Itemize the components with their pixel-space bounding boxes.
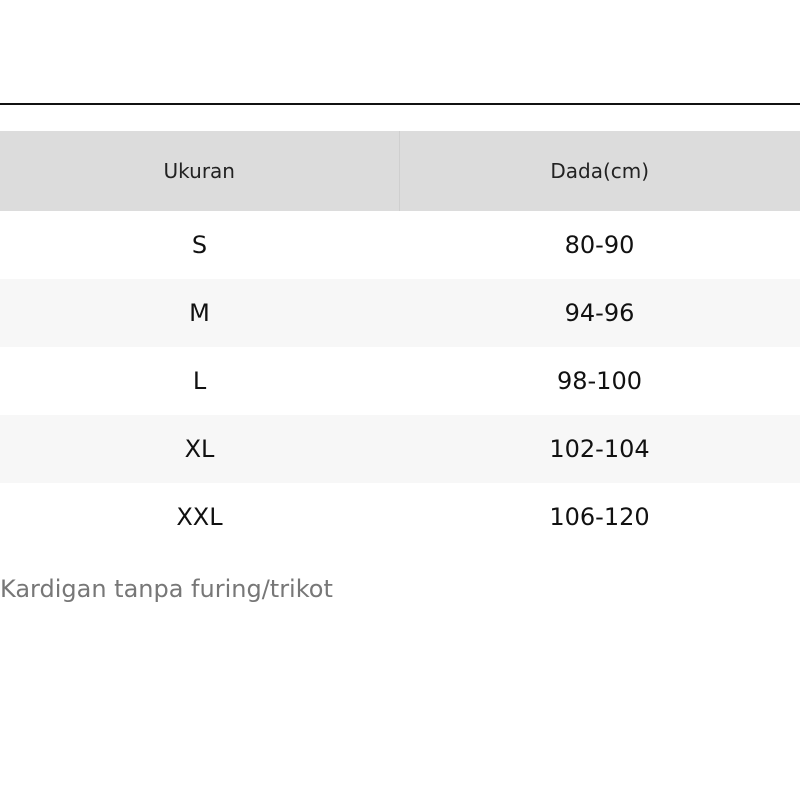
- chest-cell: 102-104: [399, 415, 800, 483]
- size-chart-table: [0, 131, 800, 551]
- chest-cell: 98-100: [399, 347, 800, 415]
- header-chest: Dada(cm): [399, 131, 800, 211]
- chest-cell: 106-120: [399, 483, 800, 551]
- size-cell: L: [0, 347, 399, 415]
- header-size: Ukuran: [0, 131, 399, 211]
- fabric-note: Kardigan tanpa furing/trikot: [0, 575, 333, 603]
- table-row: [0, 211, 800, 279]
- size-cell: M: [0, 279, 399, 347]
- top-divider: [0, 103, 800, 105]
- table-row: [0, 415, 800, 483]
- chest-cell: 94-96: [399, 279, 800, 347]
- table-row: [0, 483, 800, 551]
- size-cell: S: [0, 211, 399, 279]
- chest-cell: 80-90: [399, 211, 800, 279]
- size-cell: XL: [0, 415, 399, 483]
- table-header-row: [0, 131, 800, 211]
- size-cell: XXL: [0, 483, 399, 551]
- table-row: [0, 347, 800, 415]
- table-row: [0, 279, 800, 347]
